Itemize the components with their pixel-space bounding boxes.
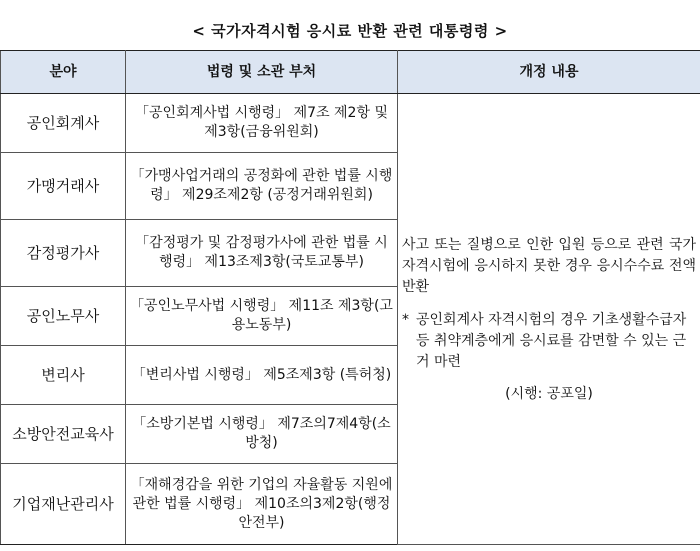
law-cell: 「소방기본법 시행령」 제7조의7제4항(소방청) <box>126 405 398 464</box>
amendment-content-cell <box>398 94 700 545</box>
field-cell: 변리사 <box>1 346 126 405</box>
field-cell: 기업재난관리사 <box>1 464 126 545</box>
field-cell: 가맹거래사 <box>1 153 126 220</box>
field-cell: 소방안전교육사 <box>1 405 126 464</box>
regulation-table <box>0 50 700 545</box>
table-row <box>1 94 700 153</box>
amendment-summary: 사고 또는 질병으로 인한 입원 등으로 관련 국가자격시험에 응시하지 못한 경우 응시수수료 전액 반환 <box>402 236 696 295</box>
amendment-note <box>402 310 696 373</box>
effective-date: (시행: 공포일) <box>505 385 593 402</box>
header-law: 법령 및 소관 부처 <box>126 51 398 94</box>
header-row <box>1 51 700 94</box>
field-cell: 공인노무사 <box>1 287 126 346</box>
header-field: 분야 <box>1 51 126 94</box>
law-cell: 「가맹사업거래의 공정화에 관한 법률 시행령」 제29조제2항 (공정거래위원회) <box>126 153 398 220</box>
header-content: 개정 내용 <box>398 51 700 94</box>
field-cell: 감정평가사 <box>1 220 126 287</box>
law-cell: 「재해경감을 위한 기업의 자율활동 지원에 관한 법률 시행령」 제10조의3제2항(행정안전부) <box>126 464 398 545</box>
note-marker: * <box>402 311 409 328</box>
field-cell: 공인회계사 <box>1 94 126 153</box>
law-cell: 「변리사법 시행령」 제5조제3항 (특허청) <box>126 346 398 405</box>
note-text: 공인회계사 자격시험의 경우 기초생활수급자 등 취약계층에게 응시료를 감면할 수 있는 근거 마련 <box>416 311 687 370</box>
law-cell: 「공인노무사법 시행령」 제11조 제3항(고용노동부) <box>126 287 398 346</box>
table-title: < 국가자격시험 응시료 반환 관련 대통령령 > <box>192 22 508 40</box>
law-cell: 「감정평가 및 감정평가사에 관한 법률 시행령」 제13조제3항(국토교통부) <box>126 220 398 287</box>
law-cell: 「공인회계사법 시행령」 제7조 제2항 및 제3항(금융위원회) <box>126 94 398 153</box>
